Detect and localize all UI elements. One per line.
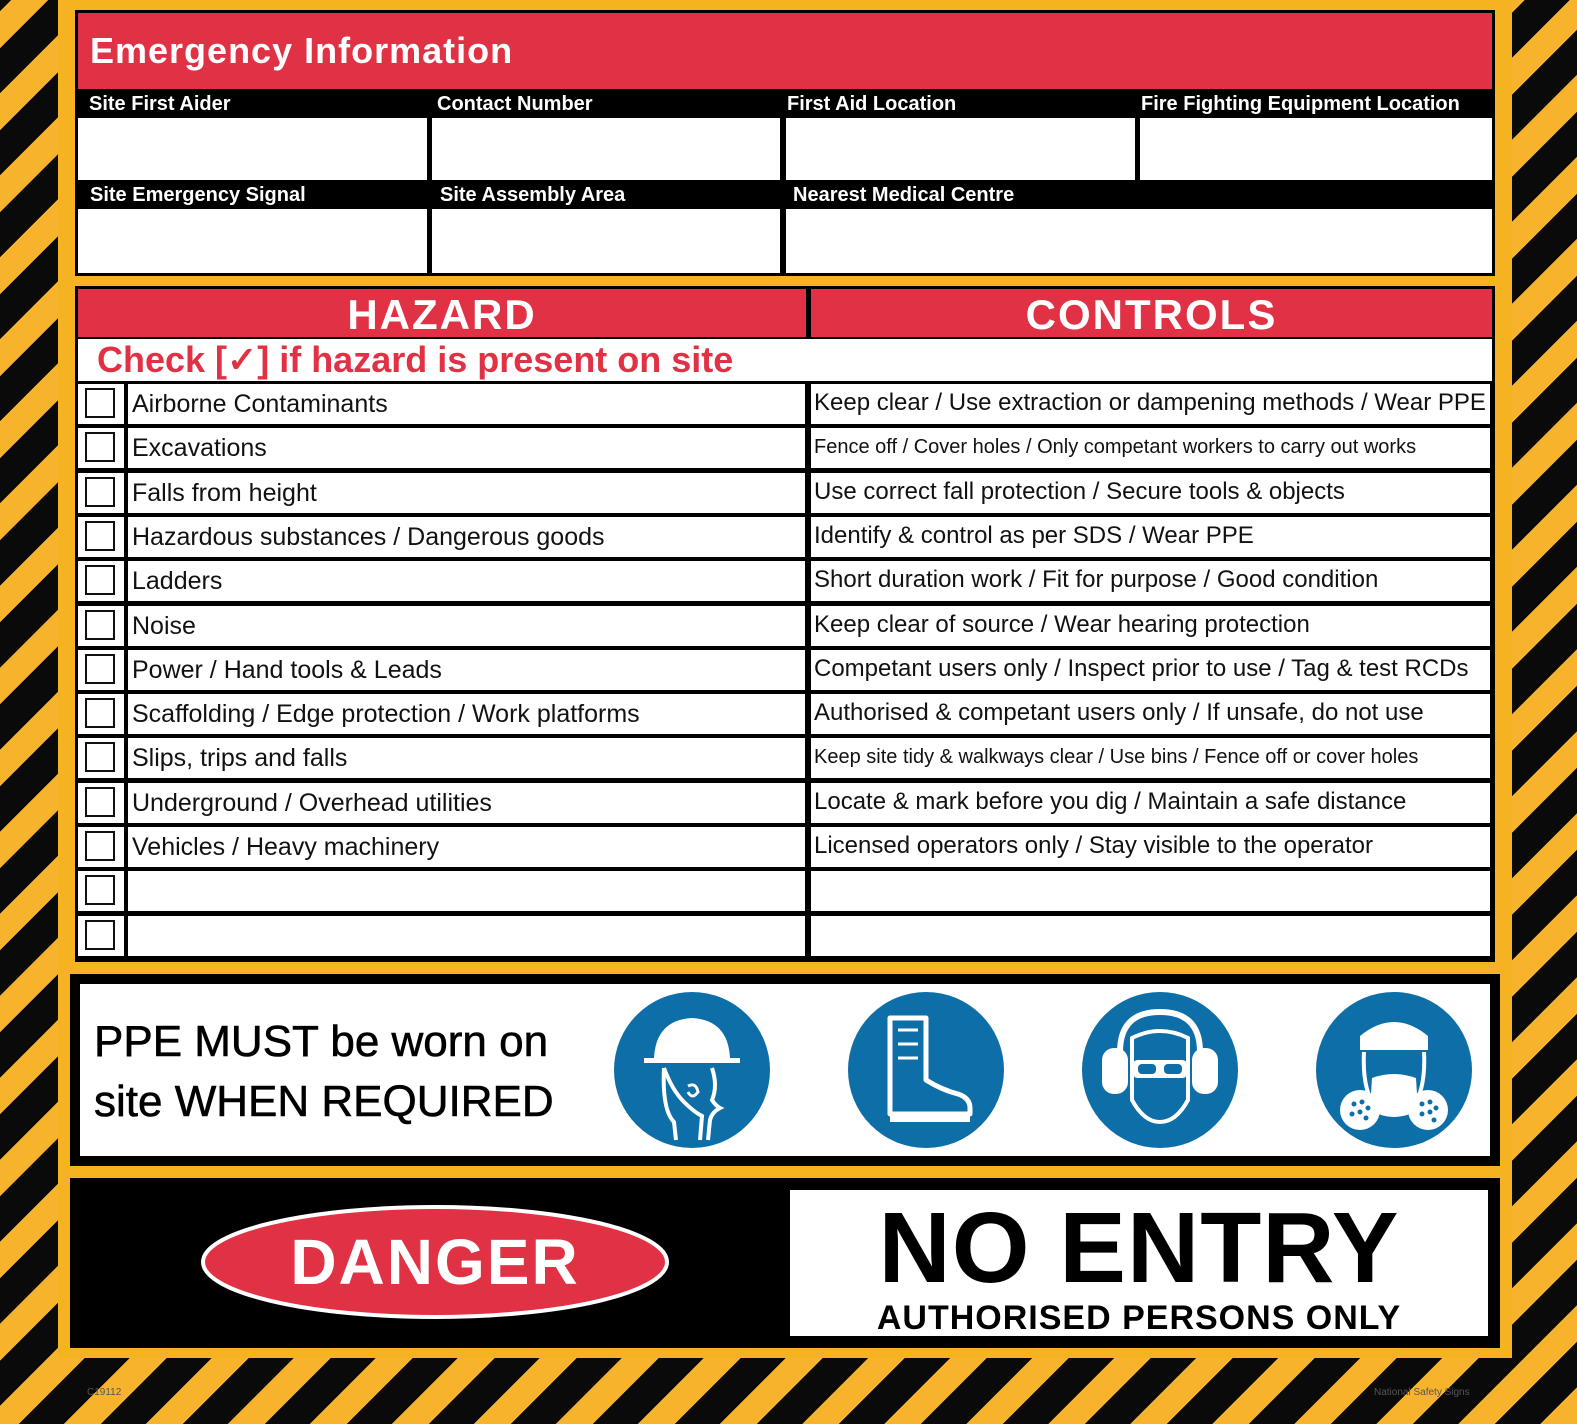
hazard-checkbox[interactable] (85, 875, 115, 905)
checkbox-cell (78, 827, 124, 867)
control-cell[interactable]: Authorised & competant users only / If unsafe, do not use (811, 694, 1490, 734)
checkbox-cell (78, 738, 124, 778)
hazard-checkbox[interactable] (85, 831, 115, 861)
ear-eye-protection-icon (1080, 990, 1240, 1150)
hazard-header: HAZARD (78, 289, 806, 337)
hazard-row (75, 916, 1495, 956)
control-cell[interactable]: Use correct fall protection / Secure tools & objects (811, 473, 1490, 513)
hazard-row (75, 606, 1495, 646)
hazard-row (75, 827, 1495, 867)
checkbox-cell (78, 517, 124, 557)
hazard-cell[interactable]: Falls from height (128, 473, 805, 513)
control-cell[interactable] (811, 916, 1490, 956)
label-site-assembly-area: Site Assembly Area (440, 184, 626, 206)
label-site-first-aider: Site First Aider (89, 93, 231, 115)
hazard-checkbox[interactable] (85, 610, 115, 640)
control-cell[interactable] (811, 871, 1490, 911)
hazard-cell[interactable]: Noise (128, 606, 805, 646)
hazard-row (75, 738, 1495, 778)
hazard-cell[interactable] (128, 916, 805, 956)
hazard-row (75, 517, 1495, 557)
hazard-checkbox[interactable] (85, 521, 115, 551)
hazard-cell[interactable]: Ladders (128, 561, 805, 601)
hazard-cell[interactable]: Power / Hand tools & Leads (128, 650, 805, 690)
hazard-checkbox[interactable] (85, 432, 115, 462)
safety-boot-icon (846, 990, 1006, 1150)
hazard-cell[interactable]: Scaffolding / Edge protection / Work platforms (128, 694, 805, 734)
no-entry-title: NO ENTRY (878, 1192, 1400, 1304)
danger-label: DANGER (290, 1226, 580, 1298)
checkbox-cell (78, 871, 124, 911)
checkbox-cell (78, 694, 124, 734)
ppe-message (94, 1012, 614, 1132)
danger-no-entry-panel (70, 1178, 1500, 1348)
no-entry-subtitle: AUTHORISED PERSONS ONLY (876, 1299, 1402, 1337)
checkbox-cell (78, 783, 124, 823)
hazard-row (75, 783, 1495, 823)
hazard-cell[interactable] (128, 871, 805, 911)
label-contact-number: Contact Number (437, 93, 593, 115)
hazard-checkbox[interactable] (85, 920, 115, 950)
hazard-checkbox[interactable] (85, 787, 115, 817)
field-first-aid-location[interactable] (786, 118, 1135, 180)
control-cell[interactable]: Short duration work / Fit for purpose / Good condition (811, 561, 1490, 601)
ppe-line-1: PPE MUST be worn on (94, 1017, 549, 1066)
hazard-checkbox[interactable] (85, 654, 115, 684)
hazard-cell[interactable]: Slips, trips and falls (128, 738, 805, 778)
control-cell[interactable]: Identify & control as per SDS / Wear PPE (811, 517, 1490, 557)
control-cell[interactable]: Keep site tidy & walkways clear / Use bins / Fence off or cover holes (811, 738, 1490, 778)
hard-hat-icon (612, 990, 772, 1150)
hazard-checkbox[interactable] (85, 742, 115, 772)
control-cell[interactable]: Keep clear / Use extraction or dampening methods / Wear PPE (811, 384, 1490, 424)
ppe-line-2: site WHEN REQUIRED (94, 1077, 554, 1126)
check-prompt: Check [✓] if hazard is present on site (78, 339, 1492, 381)
hazard-checkbox[interactable] (85, 388, 115, 418)
checkbox-cell (78, 606, 124, 646)
hazard-row (75, 650, 1495, 690)
checkbox-cell (78, 650, 124, 690)
emergency-info-panel (75, 10, 1495, 276)
label-site-emergency-signal: Site Emergency Signal (90, 184, 306, 206)
hazard-row (75, 871, 1495, 911)
brand-name: National Safety Signs (1374, 1387, 1470, 1398)
field-contact-number[interactable] (432, 118, 780, 180)
ppe-inner (80, 984, 1490, 1156)
hazard-row (75, 384, 1495, 424)
hazard-row (75, 561, 1495, 601)
checkbox-cell (78, 473, 124, 513)
field-nearest-medical-centre[interactable] (786, 209, 1492, 273)
hazard-cell[interactable]: Vehicles / Heavy machinery (128, 827, 805, 867)
hazard-checkbox[interactable] (85, 477, 115, 507)
checkbox-cell (78, 916, 124, 956)
label-fire-fighting-equipment: Fire Fighting Equipment Location (1141, 93, 1460, 115)
checkbox-cell (78, 428, 124, 468)
hazard-checkbox[interactable] (85, 698, 115, 728)
control-cell[interactable]: Keep clear of source / Wear hearing protection (811, 606, 1490, 646)
no-entry-sign (790, 1190, 1488, 1336)
hazard-controls-table (75, 286, 1495, 962)
emergency-title: Emergency Information (78, 13, 1492, 89)
hazard-cell[interactable]: Underground / Overhead utilities (128, 783, 805, 823)
respirator-icon (1314, 990, 1474, 1150)
ppe-panel (70, 974, 1500, 1166)
danger-oval (200, 1204, 670, 1320)
hazard-row (75, 473, 1495, 513)
field-fire-fighting-equipment[interactable] (1140, 118, 1492, 180)
checkbox-cell (78, 384, 124, 424)
hazard-cell[interactable]: Excavations (128, 428, 805, 468)
field-site-assembly-area[interactable] (432, 209, 780, 273)
controls-header: CONTROLS (811, 289, 1492, 337)
checkbox-cell (78, 561, 124, 601)
control-cell[interactable]: Fence off / Cover holes / Only competant workers to carry out works (811, 428, 1490, 468)
field-site-emergency-signal[interactable] (78, 209, 427, 273)
hazard-cell[interactable]: Hazardous substances / Dangerous goods (128, 517, 805, 557)
label-first-aid-location: First Aid Location (787, 93, 957, 115)
label-nearest-medical-centre: Nearest Medical Centre (793, 184, 1015, 206)
hazard-cell[interactable]: Airborne Contaminants (128, 384, 805, 424)
hazard-row (75, 694, 1495, 734)
control-cell[interactable]: Locate & mark before you dig / Maintain a safe distance (811, 783, 1490, 823)
field-site-first-aider[interactable] (78, 118, 427, 180)
hazard-row (75, 428, 1495, 468)
control-cell[interactable]: Licensed operators only / Stay visible to the operator (811, 827, 1490, 867)
hazard-checkbox[interactable] (85, 565, 115, 595)
product-code: C19112 (87, 1387, 122, 1398)
control-cell[interactable]: Competant users only / Inspect prior to use / Tag & test RCDs (811, 650, 1490, 690)
